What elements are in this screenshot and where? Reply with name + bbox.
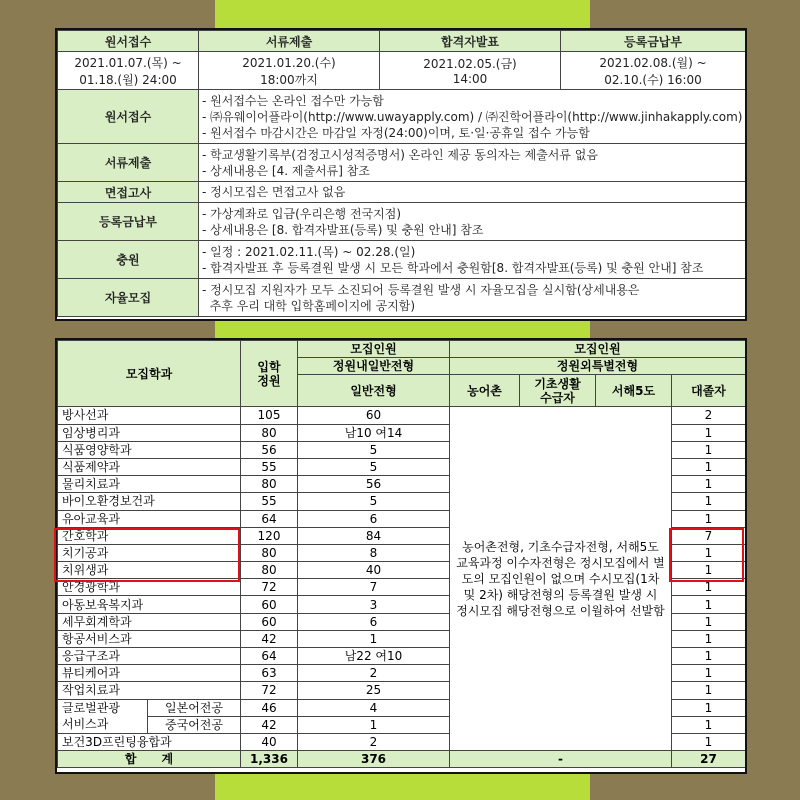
dept-name: 임상병리과 — [58, 424, 241, 441]
header-quota: 입학 정원 — [241, 341, 298, 407]
details-row: 자율모집 - 정시모집 지원자가 모두 소진되어 등록결원 발생 시 자율모집을 실시함(상세내용은 추후 우리 대학 입학홈페이지에 공지함) — [58, 279, 746, 317]
quota-value: 56 — [241, 441, 298, 458]
quota-value: 80 — [241, 562, 298, 579]
general-value: 4 — [298, 699, 450, 716]
quota-value: 40 — [241, 733, 298, 750]
header-farm: 농어촌 — [450, 375, 520, 407]
dept-name: 유아교육과 — [58, 510, 241, 527]
header-out-quota: 정원외특별전형 — [450, 358, 746, 375]
header-in-quota: 정원내일반전형 — [298, 358, 450, 375]
dept-name: 작업치료과 — [58, 682, 241, 699]
general-value: 5 — [298, 458, 450, 475]
general-value: 7 — [298, 579, 450, 596]
quota-value: 64 — [241, 648, 298, 665]
details-row: 원서접수 - 원서접수는 온라인 접수만 가능함 - ㈜유웨이어플라이(http://www.uwayapply.com) / ㈜진학어플라이(http://www.jinhakapply.com) - 원서접수 마감시간은 마감일 자정(24:00)이며, 토·일·공휴일 접수 가능함 — [58, 90, 746, 144]
header-grad: 대졸자 — [672, 375, 746, 407]
quota-value: 55 — [241, 458, 298, 475]
general-value: 남22 여10 — [298, 648, 450, 665]
quota-value: 60 — [241, 613, 298, 630]
grad-value: 2 — [672, 407, 746, 424]
total-quota: 1,336 — [241, 751, 298, 768]
general-value: 8 — [298, 544, 450, 561]
dept-group-name: 글로벌관광 서비스과 — [58, 699, 148, 733]
details-table — [57, 89, 746, 317]
dept-name: 세무회계학과 — [58, 613, 241, 630]
quota-value: 46 — [241, 699, 298, 716]
dept-name: 보건3D프린팅융합과 — [58, 733, 241, 750]
schedule-date-cell: 2021.01.07.(목) ~ 01.18.(월) 24:00 — [58, 52, 199, 90]
schedule-date-cell: 2021.02.08.(월) ~ 02.10.(수) 16:00 — [561, 52, 746, 90]
grad-value: 1 — [672, 579, 746, 596]
dept-name: 방사선과 — [58, 407, 241, 424]
grad-value: 1 — [672, 630, 746, 647]
general-value: 60 — [298, 407, 450, 424]
total-label: 합 계 — [58, 751, 241, 768]
grad-value: 1 — [672, 733, 746, 750]
grad-value: 1 — [672, 699, 746, 716]
quota-value: 105 — [241, 407, 298, 424]
details-row: 등록금납부 - 가상계좌로 입금(우리은행 전국지점) - 상세내용은 [8. 합격자발표(등록) 및 충원 안내] 참조 — [58, 203, 746, 241]
grad-value: 1 — [672, 648, 746, 665]
grad-value: 1 — [672, 665, 746, 682]
general-value: 6 — [298, 613, 450, 630]
details-row: 면접고사 - 정시모집은 면접고사 없음 — [58, 182, 746, 203]
quota-value: 64 — [241, 510, 298, 527]
header-dept: 모집학과 — [58, 341, 241, 407]
general-value: 5 — [298, 441, 450, 458]
general-value: 1 — [298, 716, 450, 733]
grad-value: 7 — [672, 527, 746, 544]
quota-value: 42 — [241, 630, 298, 647]
major-name: 중국어전공 — [148, 716, 241, 733]
dept-name: 치위생과 — [58, 562, 241, 579]
grad-value: 1 — [672, 493, 746, 510]
grad-value: 1 — [672, 476, 746, 493]
quota-table — [57, 340, 746, 768]
grad-value: 1 — [672, 510, 746, 527]
header-seohae: 서해5도 — [596, 375, 672, 407]
quota-value: 60 — [241, 596, 298, 613]
total-grad: 27 — [672, 751, 746, 768]
header-basic: 기초생활 수급자 — [520, 375, 596, 407]
quota-value: 72 — [241, 682, 298, 699]
quota-value: 42 — [241, 716, 298, 733]
schedule-header: 원서접수 — [58, 31, 199, 52]
dept-name: 아동보육복지과 — [58, 596, 241, 613]
dept-name: 뷰티케어과 — [58, 665, 241, 682]
total-row — [58, 751, 746, 768]
grad-value: 1 — [672, 458, 746, 475]
quota-value: 80 — [241, 476, 298, 493]
details-row: 서류제출 - 학교생활기록부(검정고시성적증명서) 온라인 제공 동의자는 제출서류 없음 - 상세내용은 [4. 제출서류] 참조 — [58, 144, 746, 182]
grad-value: 1 — [672, 716, 746, 733]
header-recruit: 모집인원 — [450, 341, 746, 358]
schedule-header: 등록금납부 — [561, 31, 746, 52]
quota-value: 63 — [241, 665, 298, 682]
general-value: 3 — [298, 596, 450, 613]
schedule-date-cell: 2021.02.05.(금) 14:00 — [380, 52, 561, 90]
details-row: 충원 - 일정 : 2021.02.11.(목) ~ 02.28.(일) - 합격자발표 후 등록결원 발생 시 모든 학과에서 충원함[8. 합격자발표(등록) 및 충원 안내] 참조 — [58, 241, 746, 279]
header-general: 일반전형 — [298, 375, 450, 407]
dept-name: 식품제약과 — [58, 458, 241, 475]
grad-value: 1 — [672, 544, 746, 561]
schedule-header: 합격자발표 — [380, 31, 561, 52]
general-value: 남10 여14 — [298, 424, 450, 441]
quota-value: 80 — [241, 424, 298, 441]
quota-value: 80 — [241, 544, 298, 561]
general-value: 40 — [298, 562, 450, 579]
quota-value: 72 — [241, 579, 298, 596]
general-value: 1 — [298, 630, 450, 647]
quota-card — [55, 338, 747, 774]
header-recruit: 모집인원 — [298, 341, 450, 358]
dept-name: 식품영양학과 — [58, 441, 241, 458]
schedule-table — [57, 30, 746, 90]
dept-name: 항공서비스과 — [58, 630, 241, 647]
total-general: 376 — [298, 751, 450, 768]
table-row — [58, 407, 746, 424]
grad-value: 1 — [672, 613, 746, 630]
major-name: 일본어전공 — [148, 699, 241, 716]
general-value: 2 — [298, 733, 450, 750]
general-value: 2 — [298, 665, 450, 682]
general-value: 84 — [298, 527, 450, 544]
dept-name: 물리치료과 — [58, 476, 241, 493]
grad-value: 1 — [672, 682, 746, 699]
grad-value: 1 — [672, 596, 746, 613]
special-note: 농어촌전형, 기초수급자전형, 서해5도 교육과정 이수자전형은 정시모집에서 별도의 모집인원이 없으며 수시모집(1차 및 2차) 해당전형의 등록결원 발생 시 정시모집 해당전형으로 이월하여 선발함 — [450, 407, 672, 751]
general-value: 56 — [298, 476, 450, 493]
schedule-date-cell: 2021.01.20.(수) 18:00까지 — [199, 52, 380, 90]
quota-value: 55 — [241, 493, 298, 510]
dept-name: 안경광학과 — [58, 579, 241, 596]
total-special: - — [450, 751, 672, 768]
dept-name: 바이오환경보건과 — [58, 493, 241, 510]
schedule-header: 서류제출 — [199, 31, 380, 52]
dept-name: 간호학과 — [58, 527, 241, 544]
grad-value: 1 — [672, 562, 746, 579]
general-value: 5 — [298, 493, 450, 510]
dept-name: 치기공과 — [58, 544, 241, 561]
dept-name: 응급구조과 — [58, 648, 241, 665]
grad-value: 1 — [672, 424, 746, 441]
general-value: 25 — [298, 682, 450, 699]
general-value: 6 — [298, 510, 450, 527]
grad-value: 1 — [672, 441, 746, 458]
schedule-card — [55, 28, 747, 321]
quota-value: 120 — [241, 527, 298, 544]
